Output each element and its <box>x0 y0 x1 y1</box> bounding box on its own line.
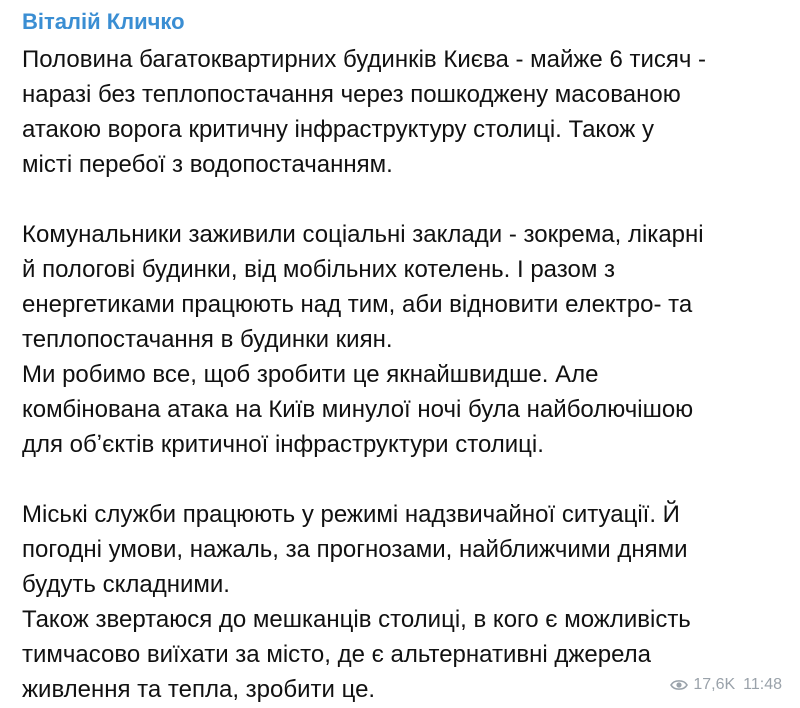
message-line <box>22 462 792 497</box>
message-line: теплопостачання в будинки киян. <box>22 326 393 353</box>
message-line: тимчасово виїхати за місто, де є альтернативні джерела <box>22 641 652 668</box>
message-line <box>22 182 792 217</box>
message-line: погодні умови, нажаль, за прогнозами, найближчими днями <box>22 536 688 563</box>
message-line: живлення та тепла, зробити це. <box>22 676 376 703</box>
message-line: для обʼєктів критичної інфраструктури столиці. <box>22 431 544 458</box>
message-time: 11:48 <box>743 676 782 693</box>
message-line: комбінована атака на Київ минулої ночі була найболючішою <box>22 396 694 423</box>
message-line: місті перебої з водопостачанням. <box>22 151 393 178</box>
message-line: Комунальники заживили соціальні заклади - зокрема, лікарні <box>22 221 704 248</box>
sender-name[interactable]: Віталій Кличко <box>22 9 185 34</box>
view-count: 17,6K <box>693 676 736 693</box>
message-line: Ми робимо все, щоб зробити це якнайшвидше. Але <box>22 361 599 388</box>
message-meta <box>670 676 782 694</box>
message-line: наразі без теплопостачання через пошкоджену масованою <box>22 81 681 108</box>
message-line: й пологові будинки, від мобільних котелень. І разом з <box>22 256 616 283</box>
eye-icon <box>670 678 688 692</box>
message-line: атакою ворога критичну інфраструктуру столиці. Також у <box>22 116 654 143</box>
message-line: будуть складними. <box>22 571 230 598</box>
message-line: Половина багатоквартирних будинків Києва - майже 6 тисяч - <box>22 46 707 73</box>
message-line: Міські служби працюють у режимі надзвичайної ситуації. Й <box>22 501 680 528</box>
message-line: Також звертаюся до мешканців столиці, в кого є можливість <box>22 606 691 633</box>
message-line: енергетиками працюють над тим, аби відновити електро- та <box>22 291 693 318</box>
message-text <box>22 42 792 707</box>
